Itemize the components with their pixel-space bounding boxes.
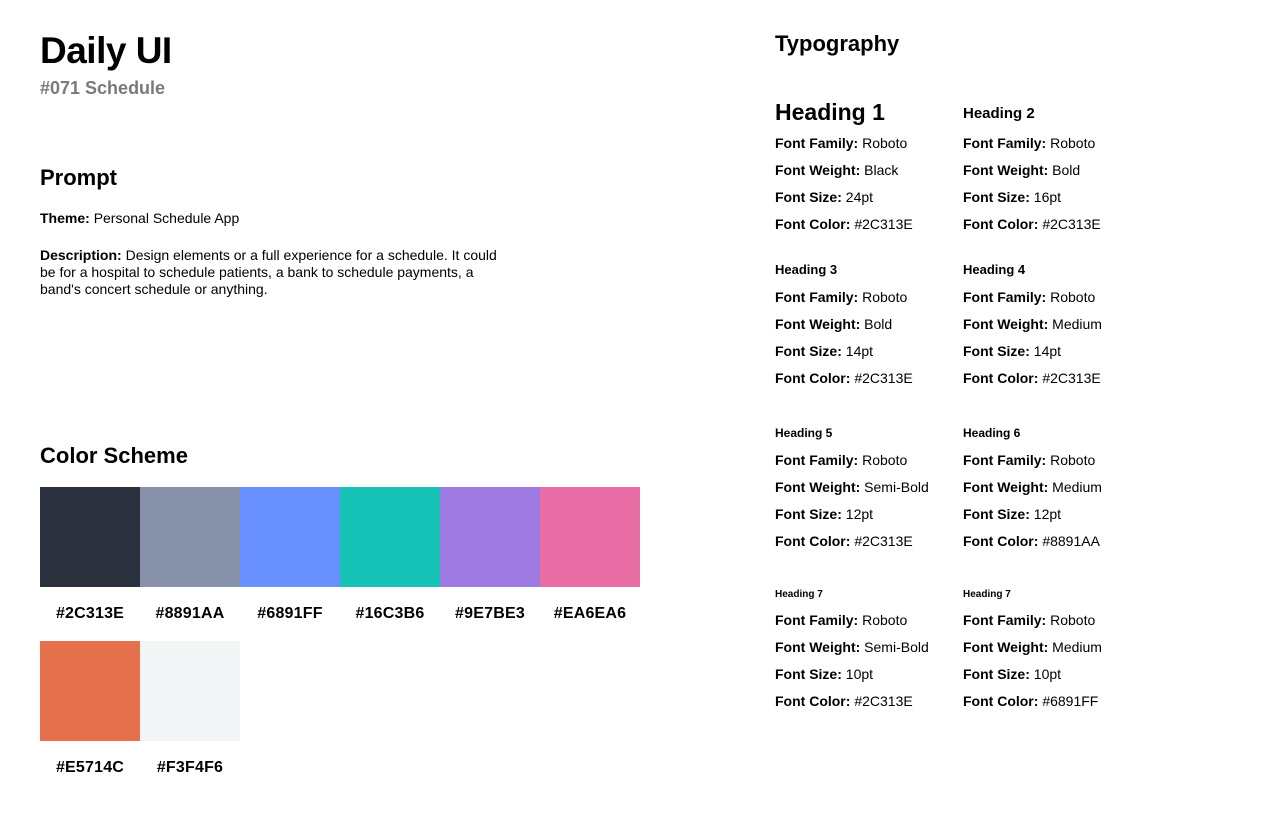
font-family-label: Font Family: [775, 135, 859, 151]
font-weight-row [963, 474, 1151, 501]
font-color-label: Font Color: [963, 216, 1039, 232]
font-size-row [963, 661, 1151, 688]
description-value: Design elements or a full experience for a schedule. It could be for a hospital to schedule patients, a bank to schedule payments, a band's concert schedule or anything. [40, 247, 497, 297]
font-weight-row [963, 311, 1151, 338]
type-style-card [775, 574, 963, 715]
font-size-row [963, 184, 1151, 211]
font-family-label: Font Family: [775, 612, 859, 628]
font-size-label: Font Size: [963, 343, 1030, 359]
font-family-label: Font Family: [775, 452, 859, 468]
font-family-row [775, 607, 963, 634]
type-style-name: Heading 3 [775, 262, 838, 277]
font-weight-label: Font Weight: [775, 162, 861, 178]
font-family-label: Font Family: [963, 289, 1047, 305]
font-size-row [963, 338, 1151, 365]
font-weight-label: Font Weight: [963, 639, 1049, 655]
swatch-color-box [340, 487, 440, 587]
font-weight-label: Font Weight: [775, 639, 861, 655]
prompt-theme [40, 210, 500, 227]
font-family-label: Font Family: [775, 289, 859, 305]
font-family-value: Roboto [862, 452, 908, 468]
typography-heading: Typography [775, 31, 900, 56]
font-weight-label: Font Weight: [963, 479, 1049, 495]
font-family-row [963, 284, 1151, 311]
swatch-color-box [140, 641, 240, 741]
font-weight-label: Font Weight: [775, 479, 861, 495]
type-style-card [775, 414, 963, 574]
font-color-value: #8891AA [1042, 533, 1100, 549]
font-family-row [775, 130, 963, 157]
prompt-heading: Prompt [40, 165, 117, 190]
font-color-value: #2C313E [1042, 370, 1101, 386]
type-style-name: Heading 1 [775, 99, 885, 125]
font-size-value: 16pt [1033, 189, 1062, 205]
font-family-row [963, 607, 1151, 634]
type-style-name: Heading 5 [775, 426, 833, 440]
font-family-value: Roboto [1050, 135, 1096, 151]
swatch-hex-label: #2C313E [55, 605, 125, 622]
font-color-value: #2C313E [854, 216, 913, 232]
font-size-value: 12pt [845, 506, 874, 522]
font-weight-label: Font Weight: [963, 316, 1049, 332]
font-color-row [775, 211, 963, 238]
type-style-name: Heading 4 [963, 262, 1026, 277]
swatch-hex-label: #6891FF [257, 605, 323, 622]
font-size-value: 24pt [845, 189, 874, 205]
font-family-label: Font Family: [963, 612, 1047, 628]
swatch-color-box [40, 487, 140, 587]
font-size-label: Font Size: [775, 506, 842, 522]
swatch-row [40, 487, 640, 641]
swatch-hex-label: #E5714C [55, 759, 125, 776]
font-weight-value: Bold [864, 316, 893, 332]
font-color-label: Font Color: [775, 693, 851, 709]
font-color-row [963, 365, 1151, 392]
font-weight-value: Medium [1052, 479, 1102, 495]
swatch-hex-label: #F3F4F6 [156, 759, 224, 776]
type-style-card [963, 251, 1151, 414]
font-weight-value: Bold [1052, 162, 1081, 178]
type-style-name: Heading 6 [963, 426, 1021, 440]
font-color-value: #2C313E [854, 693, 913, 709]
color-swatches [40, 487, 640, 795]
font-size-row [775, 338, 963, 365]
font-family-value: Roboto [1050, 289, 1096, 305]
font-size-label: Font Size: [963, 666, 1030, 682]
theme-label: Theme: [40, 210, 90, 226]
font-color-label: Font Color: [963, 533, 1039, 549]
color-swatch [540, 487, 640, 641]
swatch-color-box [540, 487, 640, 587]
font-family-value: Roboto [862, 135, 908, 151]
font-color-value: #2C313E [854, 533, 913, 549]
font-size-row [963, 501, 1151, 528]
font-color-value: #2C313E [854, 370, 913, 386]
font-family-value: Roboto [1050, 452, 1096, 468]
font-family-row [775, 447, 963, 474]
font-weight-row [775, 634, 963, 661]
font-color-row [775, 688, 963, 715]
font-weight-label: Font Weight: [775, 316, 861, 332]
font-color-row [963, 528, 1151, 555]
color-swatch [140, 487, 240, 641]
font-weight-row [775, 311, 963, 338]
font-color-value: #6891FF [1042, 693, 1099, 709]
font-size-label: Font Size: [775, 666, 842, 682]
font-family-row [963, 130, 1151, 157]
type-style-name: Heading 2 [963, 105, 1035, 122]
font-size-value: 10pt [845, 666, 874, 682]
page-subtitle: #071 Schedule [40, 78, 166, 98]
font-color-label: Font Color: [775, 533, 851, 549]
font-weight-value: Semi-Bold [864, 639, 929, 655]
swatch-color-box [240, 487, 340, 587]
font-weight-value: Black [864, 162, 899, 178]
font-color-row [963, 688, 1151, 715]
font-weight-value: Semi-Bold [864, 479, 929, 495]
font-size-value: 14pt [845, 343, 874, 359]
font-size-value: 14pt [1033, 343, 1062, 359]
font-color-row [775, 365, 963, 392]
color-swatch [440, 487, 540, 641]
color-swatch [340, 487, 440, 641]
font-color-row [775, 528, 963, 555]
font-family-label: Font Family: [963, 452, 1047, 468]
font-size-row [775, 661, 963, 688]
type-style-card [963, 414, 1151, 574]
swatch-row [40, 641, 640, 795]
swatch-hex-label: #9E7BE3 [455, 605, 525, 622]
font-family-label: Font Family: [963, 135, 1047, 151]
color-swatch [40, 487, 140, 641]
typography-grid [775, 84, 1175, 715]
font-color-label: Font Color: [775, 370, 851, 386]
font-weight-row [775, 474, 963, 501]
font-size-label: Font Size: [963, 189, 1030, 205]
font-weight-row [775, 157, 963, 184]
font-color-label: Font Color: [963, 693, 1039, 709]
font-size-label: Font Size: [963, 506, 1030, 522]
font-color-label: Font Color: [775, 216, 851, 232]
type-style-name: Heading 7 [775, 589, 823, 600]
prompt-description [40, 247, 500, 298]
font-family-value: Roboto [862, 289, 908, 305]
font-size-value: 10pt [1033, 666, 1062, 682]
font-size-row [775, 184, 963, 211]
page-title: Daily UI [40, 30, 172, 71]
theme-value: Personal Schedule App [93, 210, 240, 226]
type-style-name: Heading 7 [963, 589, 1011, 600]
type-style-card [963, 574, 1151, 715]
font-size-value: 12pt [1033, 506, 1062, 522]
swatch-hex-label: #8891AA [155, 605, 225, 622]
font-weight-value: Medium [1052, 639, 1102, 655]
color-swatch [40, 641, 140, 795]
color-scheme-heading: Color Scheme [40, 443, 188, 468]
font-family-value: Roboto [862, 612, 908, 628]
font-size-label: Font Size: [775, 343, 842, 359]
font-family-row [963, 447, 1151, 474]
swatch-color-box [40, 641, 140, 741]
color-swatch [240, 487, 340, 641]
font-color-value: #2C313E [1042, 216, 1101, 232]
font-weight-row [963, 157, 1151, 184]
type-style-card [775, 84, 963, 251]
font-weight-row [963, 634, 1151, 661]
description-label: Description: [40, 247, 122, 263]
swatch-hex-label: #EA6EA6 [553, 605, 627, 622]
font-size-label: Font Size: [775, 189, 842, 205]
font-family-value: Roboto [1050, 612, 1096, 628]
color-swatch [140, 641, 240, 795]
swatch-color-box [140, 487, 240, 587]
font-color-row [963, 211, 1151, 238]
swatch-color-box [440, 487, 540, 587]
type-style-card [963, 84, 1151, 251]
type-style-card [775, 251, 963, 414]
font-color-label: Font Color: [963, 370, 1039, 386]
font-family-row [775, 284, 963, 311]
font-weight-value: Medium [1052, 316, 1102, 332]
font-size-row [775, 501, 963, 528]
swatch-hex-label: #16C3B6 [355, 605, 425, 622]
font-weight-label: Font Weight: [963, 162, 1049, 178]
